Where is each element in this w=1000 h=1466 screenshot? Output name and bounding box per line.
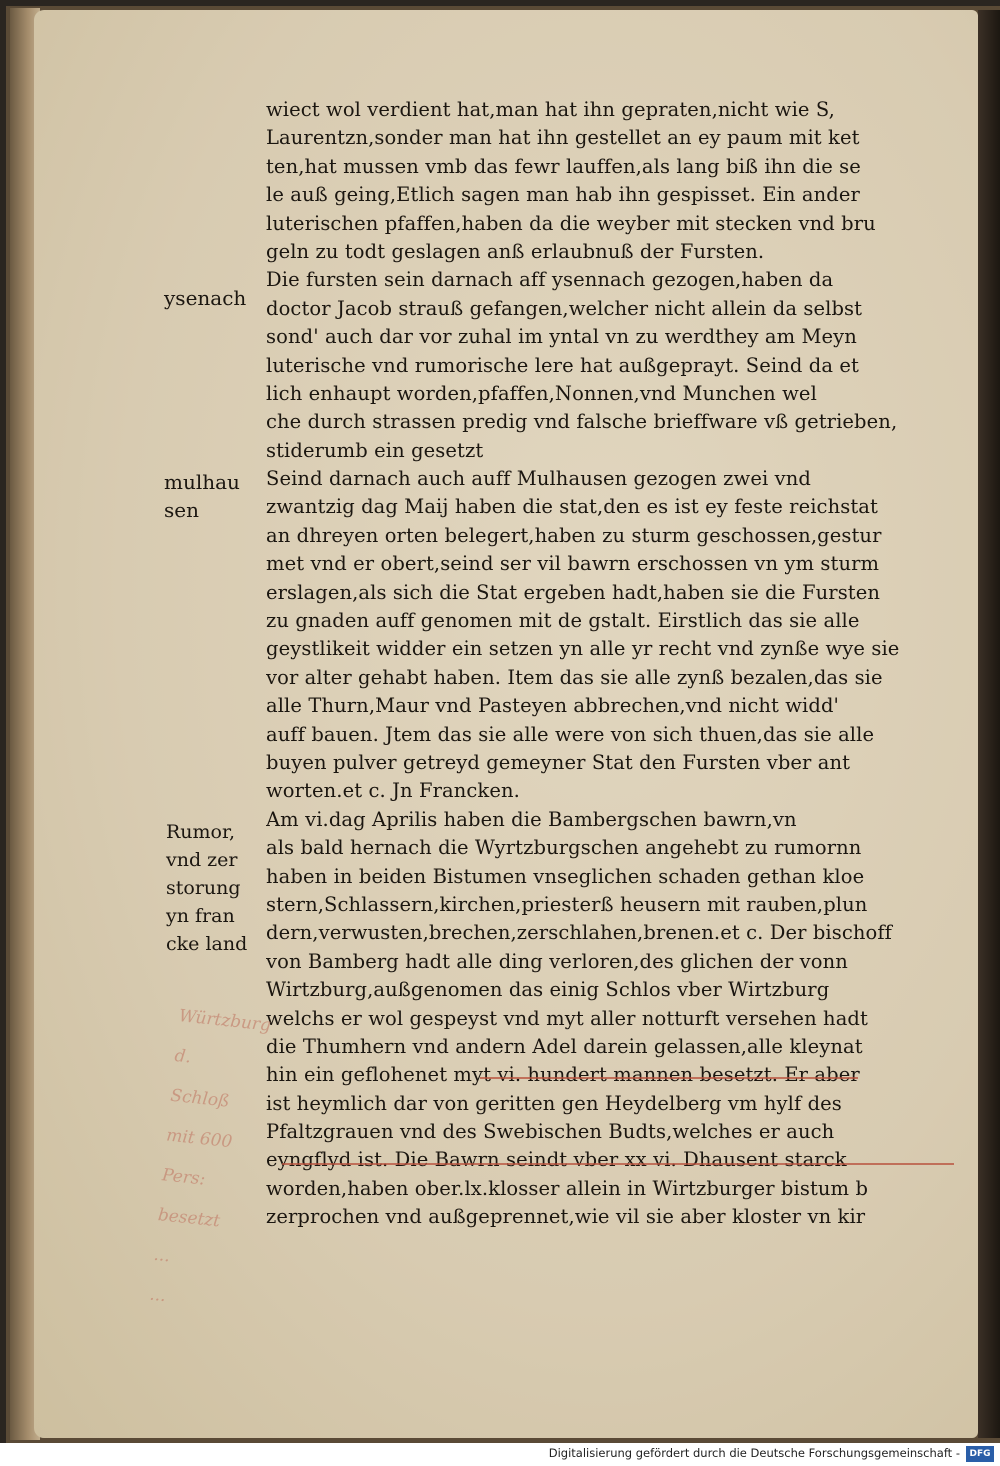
handwritten-line: Pers: besetzt [156,1165,222,1232]
gutter-strip [978,10,1000,1438]
text-line: geystlikeit widder ein setzen yn alle yr recht vnd zynße wye sie [266,637,900,661]
marginal-line: Rumor, [166,821,236,843]
text-line: alle Thurn,Maur vnd Pasteyen abbrechen,vnd nicht widd' [266,694,839,718]
text-line: zu gnaden auff genomen mit de gstalt. Eirstlich das sie alle [266,609,860,633]
text-line: auff bauen. Jtem das sie alle were von sich thuen,das sie alle [266,722,875,746]
text-line: vor alter gehabt haben. Item das sie alle zynß bezalen,das sie [266,665,883,689]
text-line: lich enhaupt worden,pfaffen,Nonnen,vnd Munchen wel [266,381,817,405]
red-underline [282,1163,954,1165]
text-line: haben in beiden Bistumen vnseglichen schaden gethan kloe [266,864,865,888]
marginal-note-ysenach [164,284,246,312]
dfg-logo-icon: DFG [966,1446,994,1462]
text-line: zwantzig dag Maij haben die stat,den es ist ey feste reichstat [266,495,878,519]
marginal-line: cke land [166,933,248,955]
text-line: stern,Schlassern,kirchen,priesterß heusern mit rauben,plun [266,892,868,916]
text-line: ten,hat mussen vmb das fewr lauffen,als lang biß ihn die se [266,154,861,178]
text-line: als bald hernach die Wyrtzburgschen angehebt zu rumornn [266,836,862,860]
text-line: worden,haben ober.lx.klosser allein in Wirtzburger bistum b [266,1176,869,1200]
text-line: luterischen pfaffen,haben da die weyber mit stecken vnd bru [266,211,876,235]
text-line: ist heymlich dar von geritten gen Heydelberg vm hylf des [266,1091,842,1115]
text-line: che durch strassen predig vnd falsche brieffware vß getrieben, [266,410,898,434]
handwritten-line: Schloß mit 600 [165,1085,234,1153]
footer-credit: Digitalisierung gefördert durch die Deutsche Forschungsgemeinschaft - [548,1446,960,1460]
handwritten-line: ... [152,1244,171,1267]
text-line: welchs er wol gespeyst vnd myt aller notturft versehen hadt [266,1006,868,1030]
text-line: Seind darnach auch auff Mulhausen gezogen zwei vnd [266,467,811,491]
marginal-note-rumor [166,818,247,958]
text-line: an dhreyen orten belegert,haben zu sturm geschossen,gestur [266,523,882,547]
text-line: luterische vnd rumorische lere hat außgeprayt. Seind da et [266,353,859,377]
marginal-line: yn fran [166,905,235,927]
text-line: von Bamberg hadt alle ding verloren,des glichen der vonn [266,949,848,973]
text-line: eyngflyd ist. Die Bawrn seindt vber xx vi. Dhausent starck [266,1148,847,1172]
text-line: wiect wol verdient hat,man hat ihn gepraten,nicht wie S, [266,98,835,121]
text-line: worten.et c. Jn Francken. [266,779,520,803]
handwritten-line: ... [148,1284,167,1307]
marginal-line: storung [166,877,241,899]
text-line: zerprochen vnd außgeprennet,wie vil sie aber kloster vn kir [266,1205,866,1229]
footer-bar [0,1443,1000,1466]
text-line: Wirtzburg,außgenomen das einig Schlos vber Wirtzburg [266,978,830,1002]
text-line: sond' auch dar vor zuhal im yntal vn zu werdthey am Meyn [266,325,857,349]
main-text-block [266,96,956,1232]
text-line: die Thumhern vnd andern Adel darein gelassen,alle kleynat [266,1034,863,1058]
text-line: hin ein geflohenet myt vi. hundert mannen besetzt. Er aber [266,1063,860,1087]
text-line: met vnd er obert,seind ser vil bawrn erschossen vn ym sturm [266,552,880,576]
text-line: Laurentzn,sonder man hat ihn gestellet an ey paum mit ket [266,126,860,150]
text-line: doctor Jacob strauß gefangen,welcher nicht allein da selbst [266,296,863,320]
marginal-line: vnd zer [166,849,238,871]
text-line: Pfaltzgrauen vnd des Swebischen Budts,welches er auch [266,1120,835,1144]
text-line: buyen pulver getreyd gemeyner Stat den Fursten vber ant [266,750,851,774]
marginal-line: ysenach [164,286,247,310]
text-line: erslagen,als sich die Stat ergeben hadt,haben sie die Fursten [266,580,881,604]
text-line: geln zu todt geslagen anß erlaubnuß der Fursten. [266,239,765,263]
text-line: dern,verwusten,brechen,zerschlahen,brenen.et c. Der bischoff [266,921,893,945]
red-underline [480,1077,858,1079]
marginal-line: sen [164,498,199,522]
text-line: Die fursten sein darnach aff ysennach gezogen,haben da [266,268,834,292]
text-line: Am vi.dag Aprilis haben die Bambergschen bawrn,vn [266,807,797,831]
marginal-line: mulhau [164,470,240,494]
marginal-note-mulhausen [164,468,240,524]
text-line: le auß geing,Etlich sagen man hab ihn gespisset. Ein ander [266,183,860,207]
text-line: stiderumb ein gesetzt [266,438,484,462]
handwritten-line: Würtzburg d. [173,1006,272,1068]
